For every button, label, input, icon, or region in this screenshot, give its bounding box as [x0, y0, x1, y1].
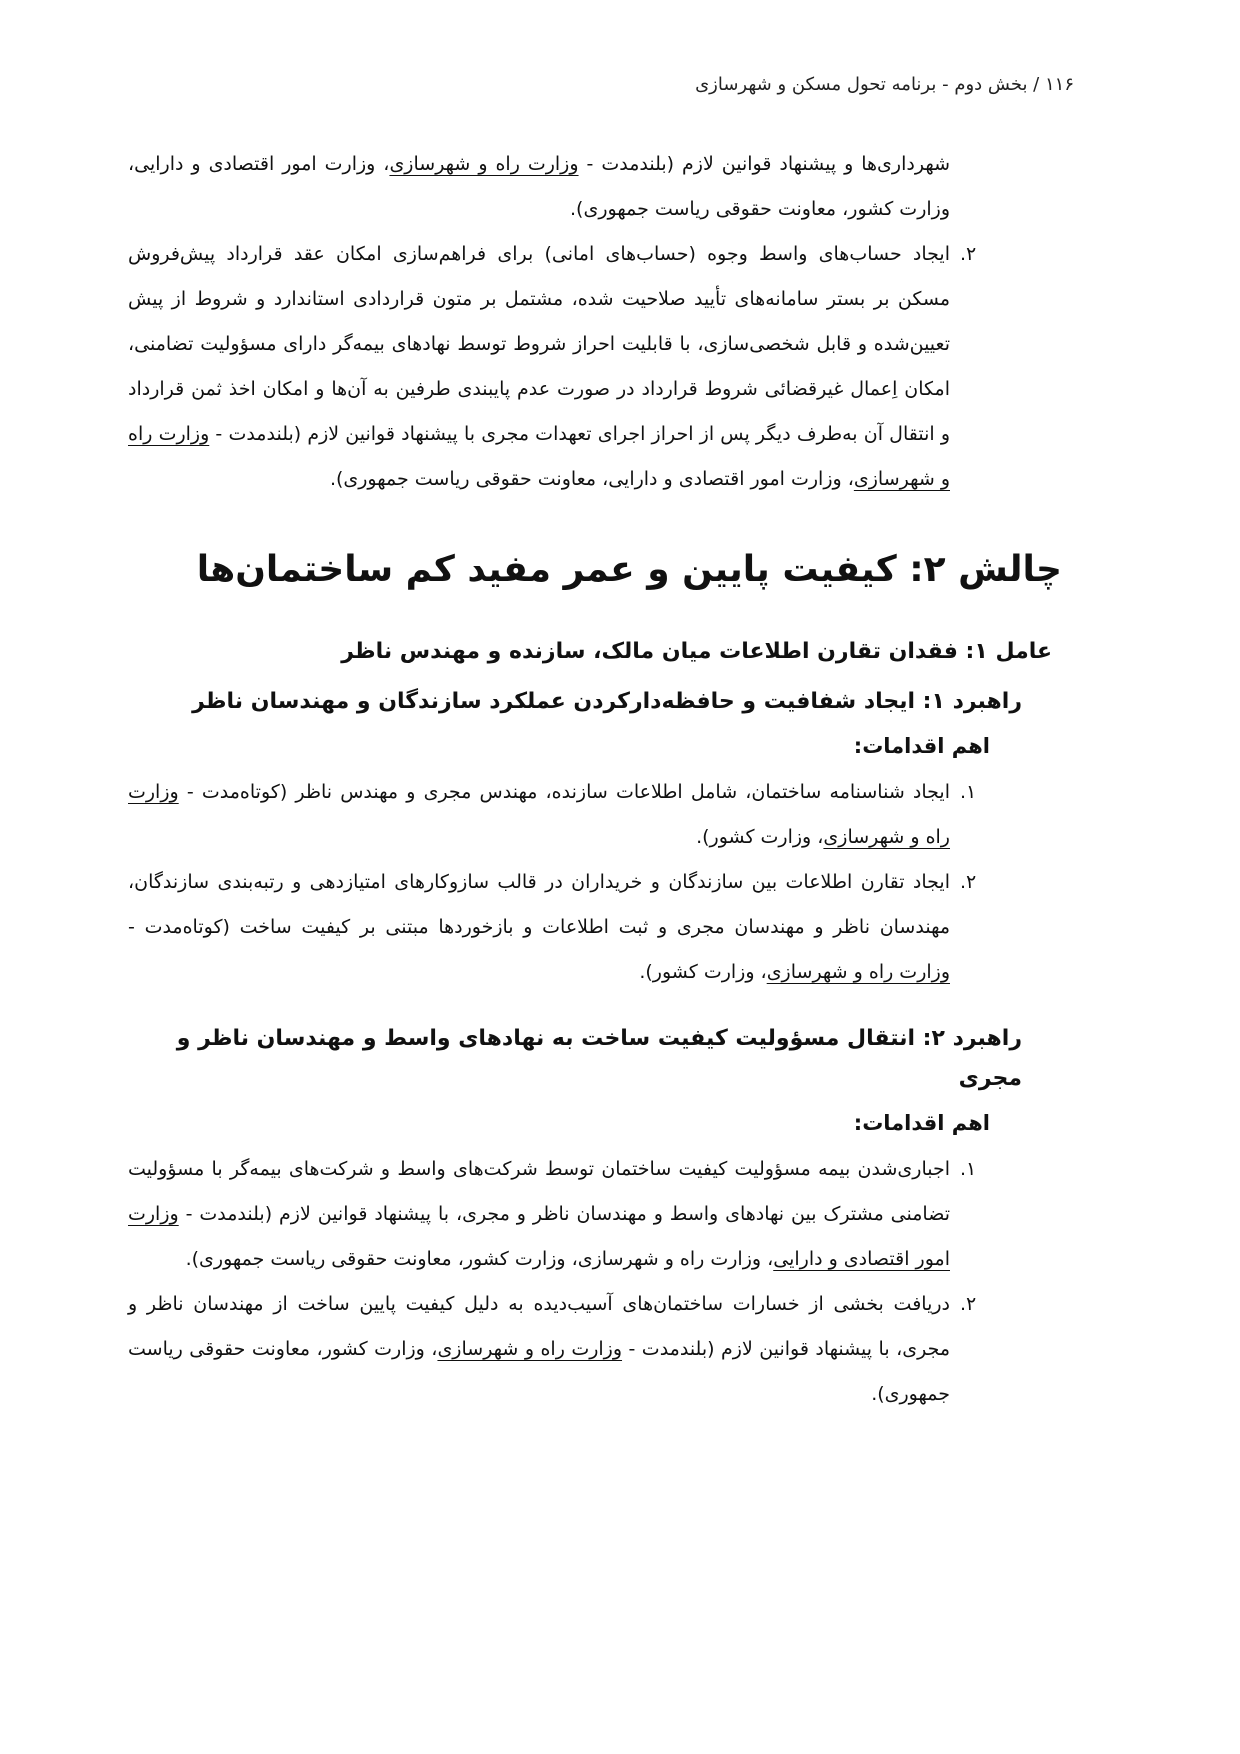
text-segment: ، وزارت امور اقتصادی و دارایی، وزارت کشور، معاونت حقوقی ریاست جمهوری).: [128, 153, 950, 220]
text-segment: ایجاد تقارن اطلاعات بین سازندگان و خریداران در قالب سازوکارهای امتیازدهی و رتبه‌بندی سازندگان، مهندسان ناظر و مهندسان مجری و ثبت اطلاعات و بازخوردها مبتنی بر کیفیت ساخت (کوتاه‌مدت -: [128, 871, 950, 938]
spacer: [128, 995, 950, 1019]
responsible-agency: وزارت راه و شهرسازی: [766, 961, 950, 983]
responsible-agency: وزارت راه و شهرسازی: [128, 781, 950, 848]
list-item: [128, 1282, 977, 1417]
actions-heading: اهم اقدامات:: [853, 1111, 990, 1135]
list-number: ۲.: [960, 243, 977, 265]
list-item-text: [128, 860, 950, 995]
list-item: [128, 232, 977, 502]
actions-heading: اهم اقدامات:: [853, 734, 990, 758]
list-number: ۱.: [960, 1158, 977, 1180]
list-item-text: [128, 1147, 950, 1282]
strategy-heading: راهبرد ۲: انتقال مسؤولیت کیفیت ساخت به نهادهای واسط و مهندسان ناظر و مجری: [176, 1026, 1022, 1091]
text-segment: شهرداری‌ها و پیشنهاد قوانین لازم (بلندمدت -: [578, 153, 950, 175]
text-segment: ایجاد حساب‌های واسط وجوه (حساب‌های امانی) برای فراهم‌سازی امکان عقد قرارداد پیش‌فروش مسکن بر بستر سامانه‌های تأیید صلاحیت شده، مشتمل بر متون قراردادی استاندارد و شروط از پیش تعیین‌شده و قابل شخصی‌سازی، با قابلیت احراز شروط توسط نهادهای بیمه‌گر دارای مسؤولیت تضامنی، امکان اِعمال غیرقضائی شروط قرارداد در صورت عدم پایبندی طرفین به آن‌ها و امکان اخذ ثمن قرارداد و انتقال آن به‌طرف دیگر پس از احراز اجرای تعهدات مجری با پیشنهاد قوانین لازم (بلندمدت -: [128, 243, 950, 445]
intro-paragraph: [128, 142, 950, 232]
list-item-text: [128, 1282, 950, 1417]
text-segment: اجباری‌شدن بیمه مسؤولیت کیفیت ساختمان توسط شرکت‌های واسط و شرکت‌های بیمه‌گر با مسؤولیت تضامنی مشترک بین نهادهای واسط و مهندسان ناظر و مجری، با پیشنهاد قوانین لازم (بلندمدت -: [128, 1158, 950, 1225]
text-segment: ایجاد شناسنامه ساختمان، شامل اطلاعات سازنده، مهندس مجری و مهندس ناظر (کوتاه‌مدت -: [178, 781, 950, 803]
list-item: [128, 860, 977, 995]
page-content: [128, 142, 1062, 1417]
list-number: ۱.: [960, 781, 977, 803]
text-segment: ، وزارت راه و شهرسازی، وزارت کشور، معاونت حقوقی ریاست جمهوری).: [185, 1248, 774, 1270]
text-segment: ، وزارت امور اقتصادی و دارایی، معاونت حقوقی ریاست جمهوری).: [329, 468, 854, 490]
running-header: ۱۱۶ / بخش دوم - برنامه تحول مسکن و شهرسازی: [695, 74, 1074, 95]
challenge-heading: چالش ۲: کیفیت پایین و عمر مفید کم ساختمان‌ها: [196, 549, 1062, 590]
responsible-agency: وزارت راه و شهرسازی: [389, 153, 579, 175]
responsible-agency: وزارت راه و شهرسازی: [128, 423, 950, 490]
text-segment: ، وزارت کشور).: [696, 826, 824, 848]
responsible-agency: وزارت راه و شهرسازی: [437, 1338, 623, 1360]
list-item: [128, 1147, 977, 1282]
factor-heading: عامل ۱: فقدان تقارن اطلاعات میان مالک، سازنده و مهندس ناظر: [341, 639, 1052, 664]
list-number: ۲.: [960, 871, 977, 893]
list-item-text: [128, 232, 950, 502]
list-item-text: [128, 770, 950, 860]
strategy-heading: راهبرد ۱: ایجاد شفافیت و حافظه‌دارکردن عملکرد سازندگان و مهندسان ناظر: [192, 689, 1022, 714]
responsible-agency: وزارت امور اقتصادی و دارایی: [128, 1203, 950, 1270]
list-number: ۲.: [960, 1293, 977, 1315]
text-segment: دریافت بخشی از خسارات ساختمان‌های آسیب‌دیده به دلیل کیفیت پایین ساخت از مهندسان ناظر و مجری، با پیشنهاد قوانین لازم (بلندمدت -: [128, 1293, 951, 1360]
text-segment: ، وزارت کشور، معاونت حقوقی ریاست جمهوری).: [128, 1338, 950, 1405]
text-segment: ، وزارت کشور).: [639, 961, 767, 983]
list-item: [128, 770, 977, 860]
